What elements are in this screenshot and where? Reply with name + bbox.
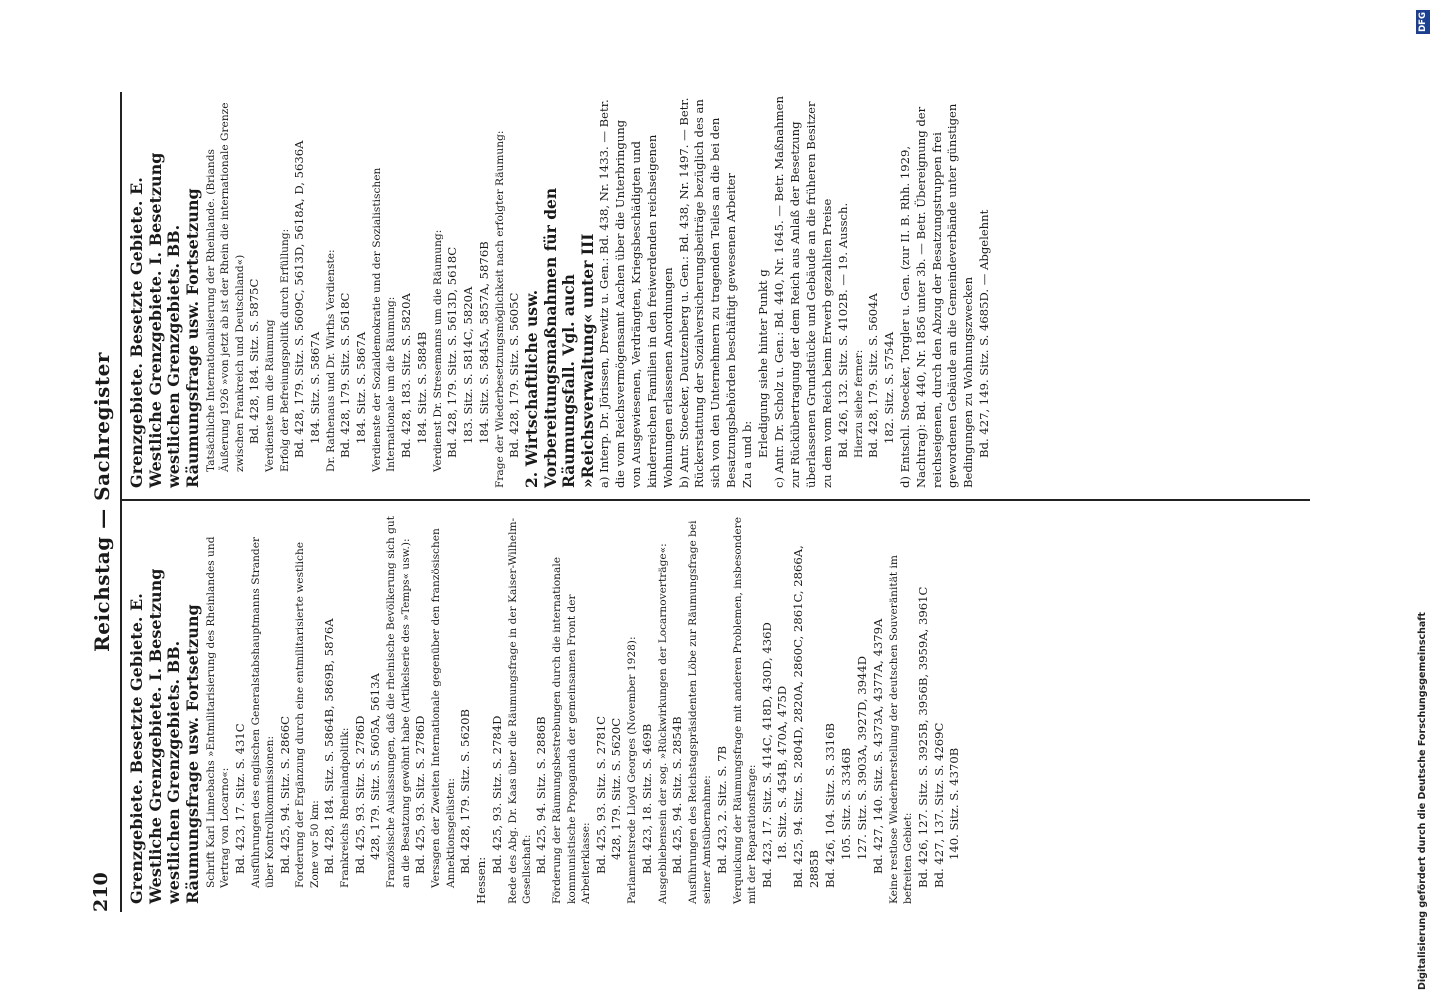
right-column-entry: Bd. 427, 149. Sitz. S. 4685D. — Abgelehnt xyxy=(977,209,992,458)
right-column-entry: Bd. 428, 179. Sitz. S. 5609C, 5613D, 5618A, D, 5636A xyxy=(291,140,306,458)
right-column-entry: c) Antr. Dr. Scholz u. Gen.: Bd. 440, Nr. 1645. — Betr. Maßnahmen zur Rückübertragung der dem Reich aus Anlaß der Besetzung überlassenen Grundstücke und Gebäude an die früheren Besitzer zu dem vom Reich beim Erwerb gezahlten Preise xyxy=(772,96,834,488)
right-column-entry: a) Interp. Dr. Jörissen, Drewitz u. Gen.: Bd. 438, Nr. 1433. — Betr. die vom Reichsvermögensamt Aachen über die Unterbringung von Ausgewiesenen, Verdrängten, Kriegsbeschädigten und kinderreichen Familien in den freiwerdenden reichseigenen Wohnungen erlassenen Anordnungen xyxy=(597,99,675,488)
right-column-entry: Bd. 426, 132. Sitz. S. 4102B. — 19. Aussch. xyxy=(835,202,850,458)
left-column-entry: Bd. 428, 184. Sitz. S. 5864B, 5869B, 5876A xyxy=(322,618,337,874)
left-column-entry: Bd. 423, 18. Sitz. S. 469B xyxy=(639,723,654,874)
left-column-entry: Hessen: xyxy=(473,856,488,904)
left-column-entry: Französische Auslassungen, daß die rheinische Bevölkerung sich gut an die Besatzung gewöhnt habe (Artikelserie des »Temps« usw.): xyxy=(385,515,412,888)
right-column-entry: 184. Sitz. S. 5867A xyxy=(307,331,322,444)
right-column-entry: 184. Sitz. S. 5884B xyxy=(414,331,429,444)
right-column-entry: Bd. 428, 179. Sitz. S. 5613D, 5618C xyxy=(445,246,459,458)
right-column-entry: 182. Sitz. S. 5754A xyxy=(881,331,896,444)
left-column-entry: Bd. 425, 94. Sitz. S. 2866C xyxy=(277,716,292,874)
left-column-entry: Bd. 425, 94. Sitz. S. 2804D, 2820A, 2860C, 2861C, 2866A, 2885B xyxy=(791,545,822,888)
right-column-entry: 183. Sitz. S. 5814C, 5820A xyxy=(460,286,475,444)
left-column-entry: Ausgebliebensein der sog. »Rückwirkungen der Locarnoverträge«: xyxy=(656,543,669,904)
left-column-entry: 18. Sitz. S. 454B, 470A, 475D xyxy=(775,685,790,860)
left-column-entry: Bd. 423, 17. Sitz. S. 431C xyxy=(232,723,247,874)
left-column-entry: Ausführungen des englischen Generalstabshauptmanns Strander über Kontrollkommissionen: xyxy=(249,536,277,888)
left-column-entry: Bd. 425, 93. Sitz. S. 2781C xyxy=(593,716,608,874)
right-column-entry: Bd. 428, 179. Sitz. S. 5618C xyxy=(338,292,353,458)
right-column-entry: 2. Wirtschaftliche usw. Vorbereitungsmaßnahmen für den Räumungsfall. Vgl. auch »Reichsverwaltung« unter III xyxy=(522,187,597,488)
right-column-entry: Zu a und b: xyxy=(740,420,755,488)
left-column-entry: Schrift Karl Linnebachs »Entmilitarisierung des Rheinlandes und Vertrag von Locarno«: xyxy=(205,536,232,888)
right-column-entry: Bd. 428, 184. Sitz. S. 5875C xyxy=(247,278,262,444)
right-column-entry: Erfolg der Befreiungspolitik durch Erfüllung: xyxy=(278,228,291,472)
left-column-entry: 105. Sitz. S. 3346B xyxy=(839,747,854,860)
left-column-entry: Bd. 423, 17. Sitz. S. 414C, 418D, 430D, 436D xyxy=(759,622,774,888)
left-column-entry: Keine restlose Wiederherstellung der deutschen Souveränität im befreiten Gebiet: xyxy=(887,555,915,904)
right-column-entry: Bd. 428, 179. Sitz. S. 5604A xyxy=(865,293,880,458)
left-column-entry: Forderung der Ergänzung durch eine entmilitarisierte westliche Zone vor 50 km: xyxy=(294,541,321,888)
left-column-entry: Förderung der Räumungsbestrebungen durch die internationale kommunistische Propaganda der gemeinsamen Front der Arbeiterklasse: xyxy=(551,557,593,904)
left-column-entry: Bd. 423, 2. Sitz. S. 7B xyxy=(714,745,729,874)
left-column-entry: Ausführungen des Reichstagspräsidenten Löbe zur Räumungsfrage bei seiner Amtsübernahme: xyxy=(687,520,714,904)
right-column-entry: Erledigung siehe hinter Punkt g xyxy=(756,269,771,458)
left-column-entry: Bd. 425, 93. Sitz. S. 2786D xyxy=(413,715,428,874)
left-column-entry: Versagen der Zweiten Internationale gegenüber den französischen Annektionsgelüsten: xyxy=(430,528,457,888)
left-column-entry: Bd. 425, 94. Sitz. S. 2854B xyxy=(670,716,685,874)
left-column-entry: 140. Sitz. S. 4370B xyxy=(947,747,962,860)
left-column-entry: Bd. 425, 93. Sitz. S. 2784D xyxy=(489,715,504,874)
right-column-entry: b) Antr. Stoecker, Dautzenberg u. Gen.: Bd. 438, Nr. 1497. — Betr. Rückerstattung der Sozialversicherungsbeiträge bezüglich des an sich von den Unternehmern zu tragenden Teiles an die bei den Besatzungsbehörden beschäftigt gewesenen Arbeiter xyxy=(676,97,739,488)
left-column-entry: Bd. 428, 179. Sitz. S. 5620B xyxy=(457,708,472,874)
right-column-entry: Frage der Wiederbesetzungsmöglichkeit nach erfolgter Räumung: xyxy=(493,130,506,488)
left-column xyxy=(128,512,963,904)
dfg-side-note xyxy=(1416,10,1430,990)
header-rule xyxy=(120,92,122,912)
page-number: 210 xyxy=(90,872,112,912)
right-column-entry: 184. Sitz. S. 5867A xyxy=(354,331,369,444)
left-column-entry: 428, 179. Sitz. S. 5605A, 5613A xyxy=(368,673,383,860)
left-column-entry: Verquickung der Räumungsfrage mit anderen Problemen, insbesondere mit der Reparationsfrage: xyxy=(731,517,759,904)
right-column-entry: Verdienst Dr. Stresemanns um die Räumung: xyxy=(431,229,444,472)
right-column-entry: 184. Sitz. S. 5845A, 5857A, 5876B xyxy=(476,241,491,444)
left-column-entry: Grenzgebiete. Besetzte Gebiete. E. Westliche Grenzgebiete. I. Besetzung westlichen Grenzgebiets. BB. Räumungsfrage usw. Fortsetzung xyxy=(127,568,202,904)
left-column-entry: Rede des Abg. Dr. Kaas über die Räumungsfrage in der Kaiser-Wilhelm-Gesellschaft: xyxy=(506,517,534,904)
right-column-entry: Verdienste um die Räumung xyxy=(264,319,277,472)
scanned-page xyxy=(90,92,1315,912)
dfg-logo: DFG xyxy=(1416,10,1430,34)
side-note-text: Digitalisierung gefördert durch die Deutsche Forschungsgemeinschaft xyxy=(1417,612,1428,990)
left-column-entry: 127. Sitz. S. 3903A, 3927D, 3944D xyxy=(854,656,869,860)
column-divider xyxy=(122,499,1310,501)
page-header xyxy=(90,92,118,912)
left-column-entry: Bd. 427, 137. Sitz. S. 4269C xyxy=(931,722,946,888)
left-column-entry: Bd. 425, 94. Sitz. S. 2886B xyxy=(534,716,549,874)
left-column-entry: Bd. 427, 140. Sitz. S. 4373A, 4377A, 4379A xyxy=(870,618,885,874)
left-column-entry: Bd. 425, 93. Sitz. S. 2786D xyxy=(352,715,367,874)
left-column-entry: Bd. 426, 127. Sitz. S. 3925B, 3956B, 3959A, 3961C xyxy=(915,586,930,888)
left-column-entry: Parlamentsrede Lloyd Georges (November 1928): xyxy=(626,636,639,904)
left-column-entry: Bd. 426, 104. Sitz. S. 3316B xyxy=(823,722,838,888)
left-column-entry: Frankreichs Rheinlandpolitik: xyxy=(339,727,352,888)
right-column-entry: Dr. Rathenaus und Dr. Wirths Verdienste: xyxy=(324,249,337,472)
right-column-entry: d) Entschl. Stoecker, Torgler u. Gen. (zur II. B. Rhh. 1929, Nachtrag): Bd. 440, Nr. 1856 unter 3b. — Betr. Übereignung der reichseigenen, durch den Abzug der Besatzungstruppen frei gewordenen Gebäude an die Gemeindeverbände unter günstigen Bedingungen zu Wohnungszwecken xyxy=(897,103,976,488)
right-column xyxy=(128,96,993,488)
right-column-entry: Verdienste der Sozialdemokratie und der Sozialistischen Internationale um die Räumung: xyxy=(370,167,398,472)
right-column-entry: Bd. 428, 179. Sitz. S. 5605C xyxy=(507,292,522,458)
running-title: Reichstag — Sachregister xyxy=(90,352,114,652)
left-column-entry: 428, 179. Sitz. S. 5620C xyxy=(609,717,624,860)
right-column-entry: Grenzgebiete. Besetzte Gebiete. E. Westliche Grenzgebiete. I. Besetzung westlichen Grenzgebiets. BB. Räumungsfrage usw. Fortsetzung xyxy=(127,152,202,488)
right-column-entry: Hierzu siehe ferner: xyxy=(852,349,865,458)
right-column-entry: Tatsächliche Internationalisierung der Rheinlande. (Briands Äußerung 1926 »von jetzt ab ist der Rhein die internationale Grenze zwischen Frankreich und Deutschland«) xyxy=(205,102,246,472)
right-column-entry: Bd. 428, 183. Sitz. S. 5820A xyxy=(398,293,413,458)
